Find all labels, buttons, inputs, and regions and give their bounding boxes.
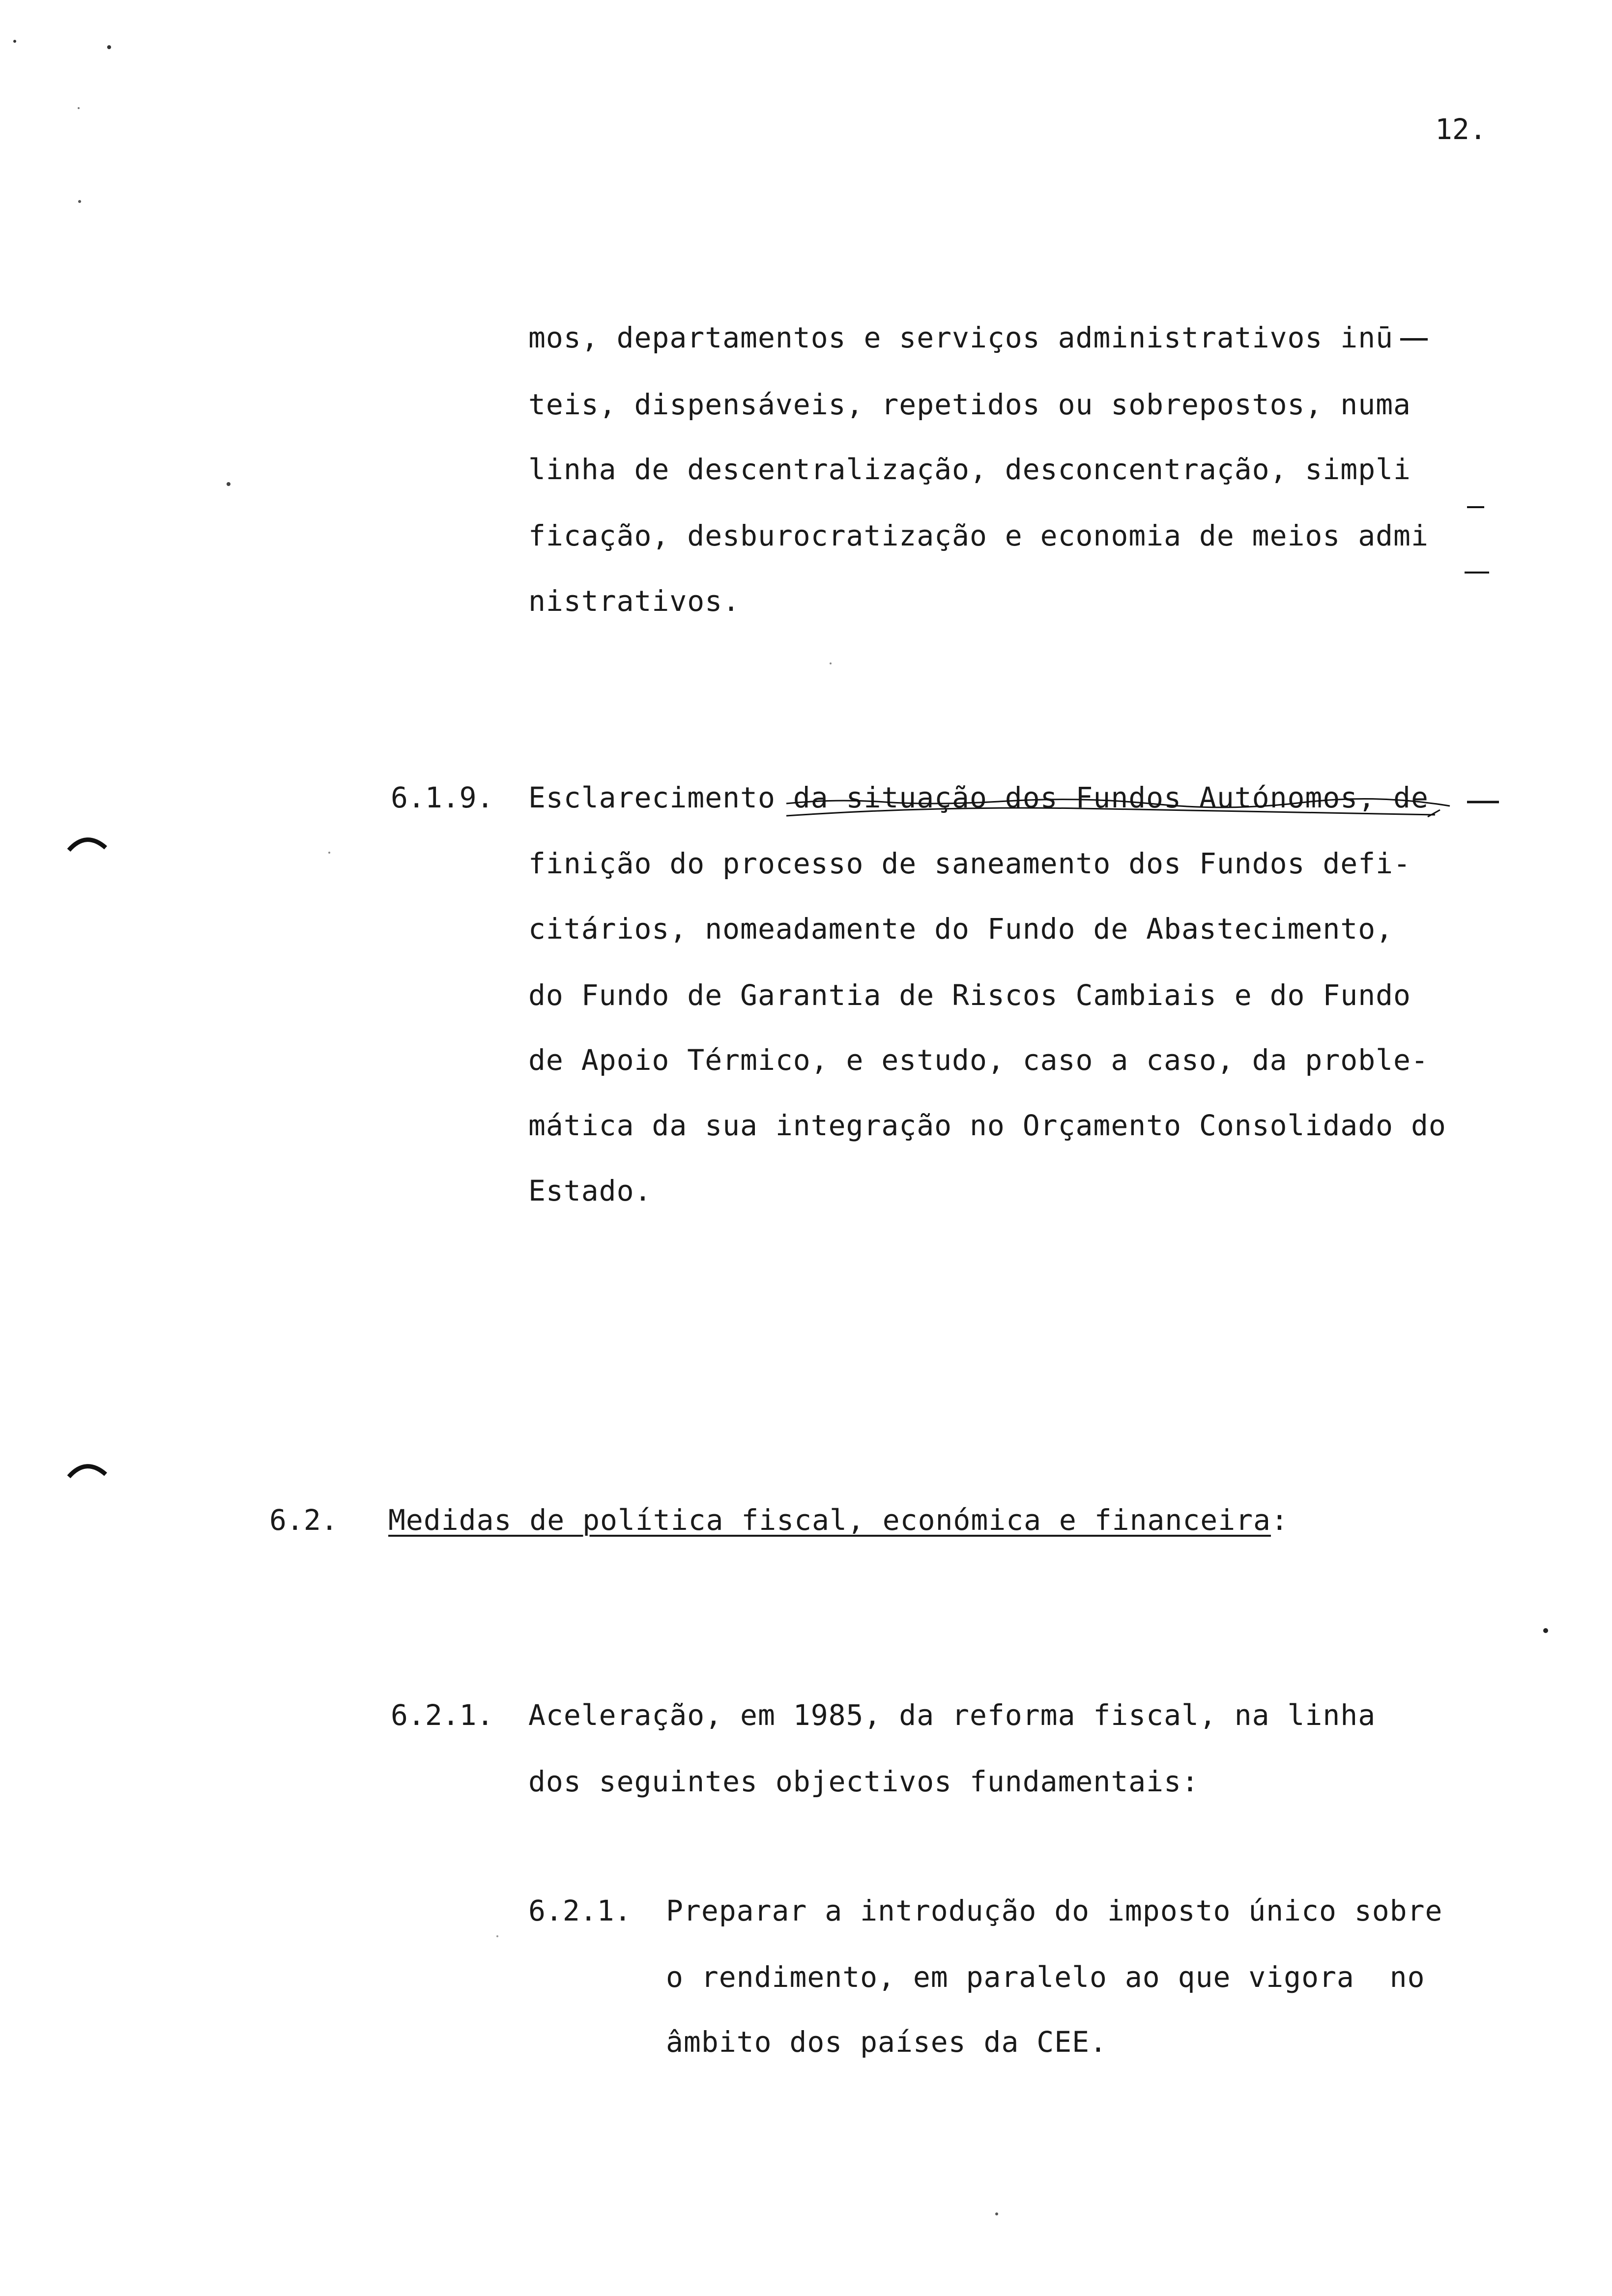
handwritten-curved-underline [786, 808, 1435, 816]
paragraph-line: mática da sua integração no Orçamento Consolidado do [528, 1109, 1446, 1142]
speck [13, 40, 16, 43]
punch-hole-arc-top [69, 840, 106, 850]
handwritten-wavy-underline [786, 799, 1450, 807]
speck [1543, 1628, 1548, 1633]
section-number: 6.2. [269, 1503, 338, 1537]
paragraph-line: de Apoio Térmico, e estudo, caso a caso, da proble- [528, 1043, 1429, 1077]
speck [496, 1935, 498, 1937]
paragraph-line: citários, nomeadamente do Fundo de Abastecimento, [528, 912, 1394, 946]
paragraph-line: linha de descentralização, desconcentração, simpli [528, 453, 1411, 486]
paragraph-line: finição do processo de saneamento dos Fundos defi- [528, 847, 1411, 880]
paragraph-line: Estado. [528, 1174, 652, 1207]
speck [830, 662, 832, 664]
subitem-number: 6.2.1. [528, 1894, 632, 1927]
handwritten-tick [1428, 810, 1440, 817]
paragraph-line: do Fundo de Garantia de Riscos Cambiais e do Fundo [528, 978, 1411, 1012]
paragraph-line: Preparar a introdução do imposto único sobre [666, 1894, 1443, 1927]
paragraph-line-text: mos, departamentos e serviços administrativos inū [528, 321, 1394, 354]
paragraph-line: Aceleração, em 1985, da reforma fiscal, na linha [528, 1698, 1376, 1732]
item-number: 6.1.9. [391, 781, 494, 814]
punch-hole-arc-bottom [69, 1466, 106, 1477]
item-number: 6.2.1. [391, 1698, 494, 1732]
speck [78, 200, 81, 203]
speck [107, 45, 111, 49]
speck [328, 852, 330, 854]
speck [78, 107, 80, 109]
speck [227, 482, 230, 486]
speck [995, 2212, 998, 2215]
paragraph-line: teis, dispensáveis, repetidos ou sobrepostos, numa [528, 388, 1411, 421]
paragraph-line: nistrativos. [528, 584, 741, 618]
section-title-colon: : [1270, 1503, 1289, 1537]
section-title: Medidas de política fiscal, económica e financeira [388, 1503, 1271, 1537]
paragraph-line: Esclarecimento da situação dos Fundos Autónomos, de [528, 781, 1429, 814]
paragraph-line: ficação, desburocratização e economia de meios admi [528, 519, 1429, 552]
paragraph-line: o rendimento, em paralelo ao que vigora no [666, 1960, 1425, 1994]
paragraph-line: dos seguintes objectivos fundamentais: [528, 1765, 1199, 1798]
page-number: 12. [1435, 113, 1487, 146]
paragraph-line: âmbito dos países da CEE. [666, 2025, 1107, 2059]
